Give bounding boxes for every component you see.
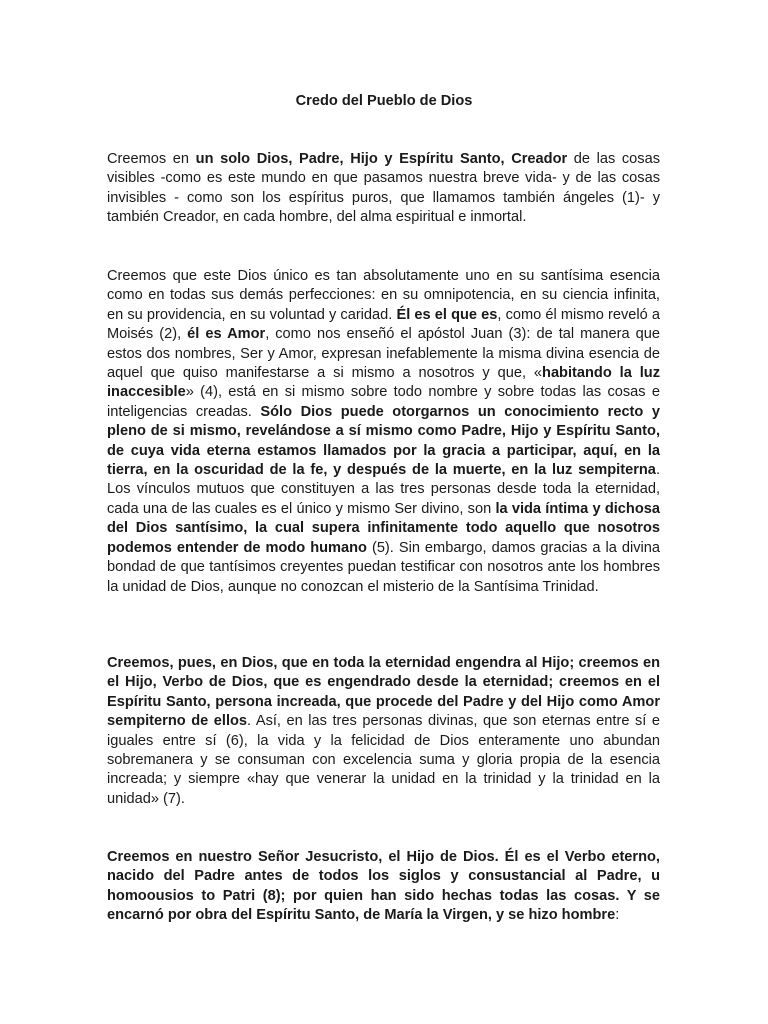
bold-text-run: él es Amor: [187, 326, 266, 343]
text-run: Creemos en: [107, 151, 196, 167]
text-run: Creemos que este Dios único es tan absolutamente uno en su santísima esencia como en todas sus demás perfecciones: en su omnipotencia, en su ciencia infinita, en su providencia, en su voluntad y caridad.: [107, 268, 660, 323]
text-run: , como él mismo reveló a Moisés (2),: [107, 306, 661, 343]
text-run: . Los vínculos mutuos que constituyen a las tres personas desde toda la eternidad, cada una de las cuales es el único y mismo Ser divino, son: [107, 462, 660, 517]
bold-text-run: Él es el que es: [396, 306, 498, 323]
paragraph-creator: [107, 150, 660, 228]
text-run: » (4), está en si mismo sobre todo nombre y sobre todas las cosas e inteligencias creadas.: [107, 384, 660, 420]
bold-text-run: un solo Dios, Padre, Hijo y Espíritu Santo, Creador: [195, 151, 568, 167]
paragraph-trinity: [107, 654, 660, 809]
text-run: (5). Sin embargo, damos gracias a la divina bondad de que tantísimos creyentes puedan testificar con nosotros ante los hombres la unidad de Dios, aunque no conozcan el misterio de la Santísima Trinidad.: [107, 539, 660, 595]
bold-text-run: Creemos en nuestro Señor Jesucristo, el Hijo de Dios. Él es el Verbo eterno, nacido del Padre antes de todos los siglos y consustancial al Padre, u homoousios to Patri (8); por quien han sido hechas todas las cosas. Y se encarnó por obra del Espíritu Santo, de María la Virgen, y se hizo hombre: [107, 849, 660, 924]
text-run: , como nos enseñó el apóstol Juan (3): de tal manera que estos dos nombres, Ser y Amor, expresan inefablemente la misma divina esencia de aquel que quiso manifestarse a si mismo a nosotros y que, «: [107, 326, 660, 382]
bold-text-run: Sólo Dios puede otorgarnos un conocimiento recto y pleno de si mismo, revelándose a sí mismo como Padre, Hijo y Espíritu Santo, de cuya vida eterna estamos llamados por la gracia a participar, aquí, en la tierra, en la oscuridad de la fe, y después de la muerte, en la luz sempiterna: [107, 403, 661, 479]
paragraph-one-god: [107, 267, 660, 597]
text-run: de las cosas visibles -como es este mundo en que pasamos nuestra breve vida- y de las cosas invisibles - como son los espíritus puros, que llamamos también ángeles (1)- y también Creador, en cada hombre, del alma espiritual e inmortal.: [107, 151, 660, 226]
text-run: . Así, en las tres personas divinas, que son eternas entre sí e iguales entre sí (6), la vida y la felicidad de Dios enteramente uno abundan sobremanera y se consuman con excelencia suma y gloria propia de la esencia increada; y siempre «hay que venerar la unidad en la trinidad y la trinidad en la unidad» (7).: [107, 713, 660, 807]
bold-text-run: la vida íntima y dichosa del Dios santísimo, la cual supera infinitamente todo aquello que nosotros podemos entender de modo humano: [107, 500, 660, 556]
bold-text-run: Creemos, pues, en Dios, que en toda la eternidad engendra al Hijo; creemos en el Hijo, Verbo de Dios, que es engendrado desde la eternidad; creemos en el Espíritu Santo, persona increada, que procede del Padre y del Hijo como Amor sempiterno de ellos: [107, 655, 660, 730]
text-run: :: [615, 907, 620, 924]
bold-text-run: habitando la luz inaccesible: [107, 365, 661, 401]
page-title: Credo del Pueblo de Dios: [295, 93, 473, 109]
paragraph-jesus-christ: [107, 848, 660, 926]
